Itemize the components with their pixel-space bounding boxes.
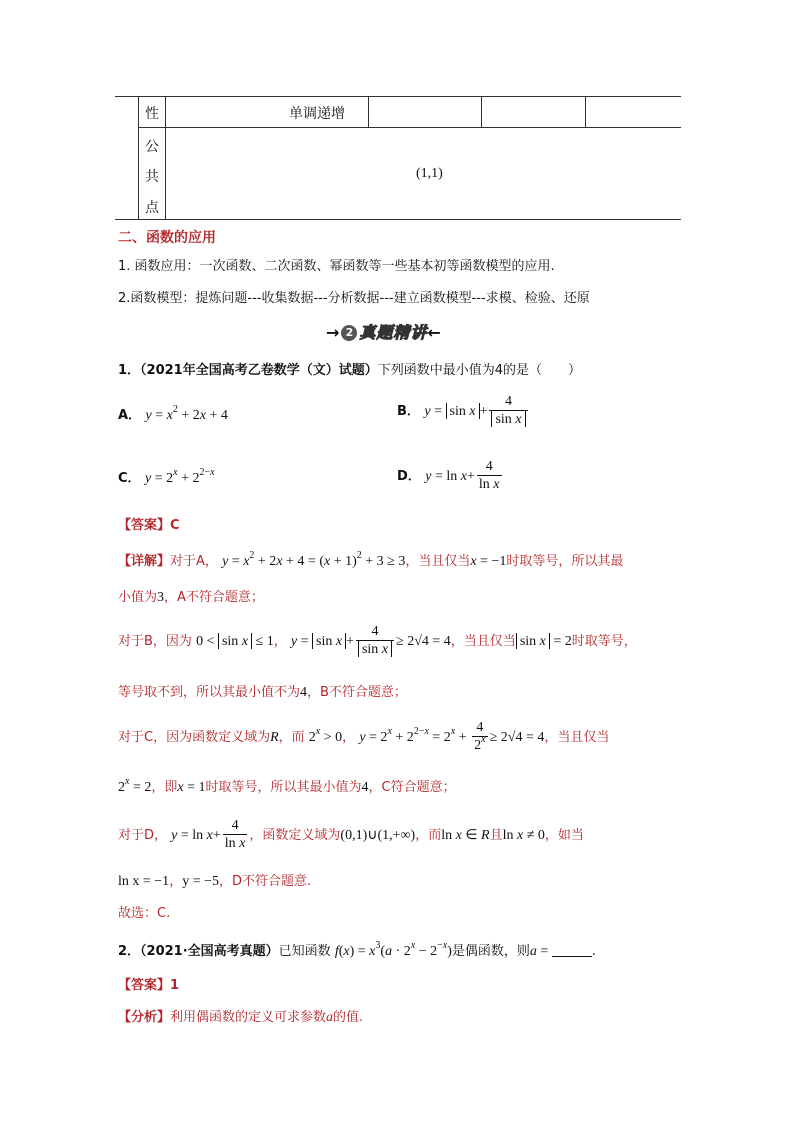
q1-option-a: A． $y = x^2 + 2x + 4$ bbox=[118, 404, 228, 423]
detail-d-line1: 对于D， y = ln x+ $\frac{4}{\text{ln x}}$ ，函数定义域为(0,1)∪(1,+∞)，而ln x ∈ R且ln x ≠ 0，如当 bbox=[118, 818, 584, 851]
detail-b-line1: 对于B，因为 0 < sin x ≤ 1， y = sin x + $\frac{4}{\text{sin x}}$ ≥ 2√4 = 4，当且仅当 sin x = 2时取等号， bbox=[118, 624, 637, 657]
q2-answer: 【答案】1 bbox=[118, 978, 180, 993]
section-item-1: 1. 函数应用：一次函数、二次函数、幂函数等一些基本初等函数模型的应用. bbox=[118, 259, 555, 274]
q1-answer bbox=[118, 514, 180, 533]
section-heading: 二、函数的应用 bbox=[118, 230, 216, 246]
q1-conclusion: 故选：C. bbox=[118, 906, 171, 921]
q1-option-b: B． y = sin x + $\frac{4}{\text{sin x}}$ bbox=[397, 394, 530, 428]
q2-stem: 2．（2021·全国高考真题）已知函数 $f(x) = x^3(a \cdot 2^x - 2^{-x})$是偶函数，则a = . bbox=[118, 940, 596, 959]
option-b-label: B． bbox=[397, 404, 420, 419]
detail-c-line2: $2^x = 2$，即x = 1时取等号，所以其最小值为4，C符合题意； bbox=[118, 776, 456, 795]
detail-a-line1: 【详解】对于A， $y = x^2 + 2x + 4 = (x + 1)^2 + 3 \ge 3$，当且仅当x = −1时取等号，所以其最 bbox=[118, 550, 624, 569]
option-a-expr: y bbox=[145, 408, 152, 423]
detail-a-line2: 小值为3，A不符合题意； bbox=[118, 590, 264, 605]
option-a-label: A． bbox=[118, 408, 142, 423]
detail-c-line1: 对于C，因为函数定义域为R，而 $2^x > 0$， $y = 2^x + 2^{2-x} = 2^x$ + $\frac{4}{2^x}$ ≥ 2√4 = 4，当且仅当 bbox=[118, 720, 610, 753]
section-item-2: 2.函数模型：提炼问题---收集数据---分析数据---建立函数模型---求模、检验、还原 bbox=[118, 291, 590, 306]
q2-analysis: 【分析】利用偶函数的定义可求参数a的值. bbox=[118, 1010, 364, 1025]
common-point-char-2: 共 bbox=[145, 169, 159, 185]
q1-source: （2021年全国高考乙卷数学（文）试题） bbox=[140, 363, 378, 378]
answer-tag: 【答案】 bbox=[118, 518, 171, 533]
table-row-label: 性 bbox=[145, 106, 159, 122]
q1-option-c: C． $y = 2^x + 2^{2-x}$ bbox=[118, 467, 215, 486]
option-d-label: D． bbox=[397, 469, 421, 484]
q1-text: 下列函数中最小值为4的是（ ） bbox=[377, 363, 582, 378]
common-point-char-3: 点 bbox=[145, 200, 159, 216]
banner-title: 真题精讲 bbox=[359, 323, 428, 342]
q1-number: 1． bbox=[118, 363, 141, 378]
common-point-value: (1,1) bbox=[416, 166, 443, 181]
q1-option-d: D． y = ln x+ $\frac{4}{\text{ln x}}$ bbox=[397, 459, 500, 492]
detail-b-line2: 等号取不到，所以其最小值不为4，B不符合题意； bbox=[118, 685, 407, 700]
common-point-char-1: 公 bbox=[145, 139, 159, 155]
option-c-label: C． bbox=[118, 471, 141, 486]
section-banner bbox=[326, 320, 441, 343]
banner-left-arrow: → bbox=[326, 323, 340, 342]
banner-number-badge: 2 bbox=[341, 325, 357, 341]
detail-tag: 【详解】 bbox=[118, 554, 171, 569]
banner-right-arrow: ← bbox=[427, 323, 441, 342]
q1-stem bbox=[118, 359, 581, 378]
q2-source: （2021·全国高考真题） bbox=[140, 944, 279, 959]
monotonic-cell: 单调递增 bbox=[289, 106, 345, 122]
q2-number: 2． bbox=[118, 944, 141, 959]
q2-answer-blank bbox=[552, 956, 592, 957]
detail-d-line2: ln x = −1，y = −5，D不符合题意. bbox=[118, 874, 312, 889]
answer-value: C bbox=[170, 518, 180, 533]
